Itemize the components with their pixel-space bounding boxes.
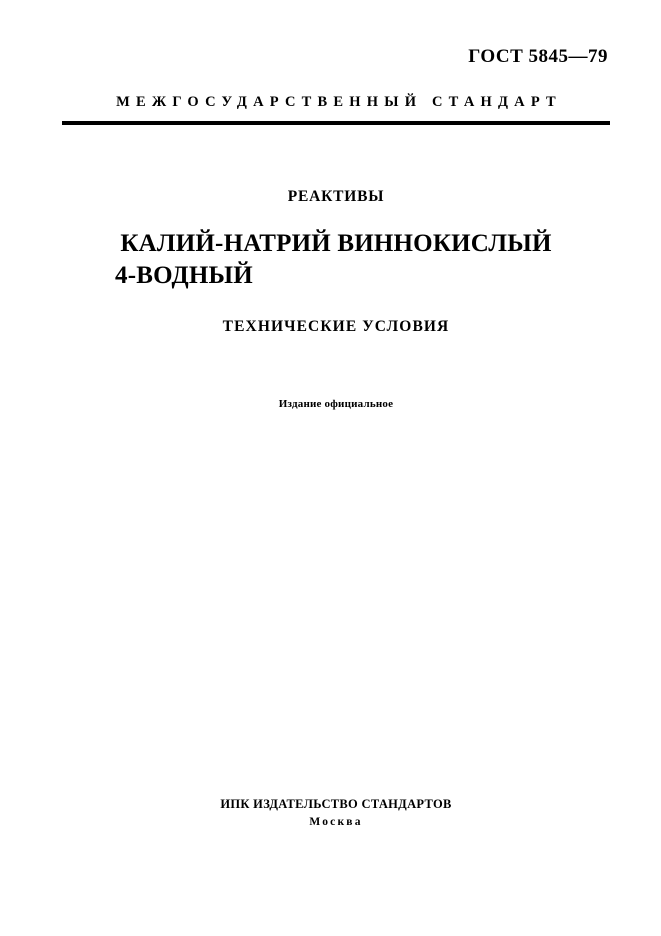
edition-note: Издание официальное	[278, 398, 394, 410]
header-divider-rule	[62, 121, 610, 125]
category-heading: РЕАКТИВЫ	[287, 188, 385, 205]
page-content	[62, 0, 610, 936]
page-title-line-1: КАЛИЙ-НАТРИЙ ВИННОКИСЛЫЙ	[120, 230, 552, 257]
standard-type-heading: МЕЖГОСУДАРСТВЕННЫЙ СТАНДАРТ	[116, 94, 562, 110]
footer	[62, 797, 610, 828]
page-title-line-2: 4-ВОДНЫЙ	[115, 262, 253, 289]
publisher-city: Москва	[309, 816, 363, 828]
subtitle-heading: ТЕХНИЧЕСКИЕ УСЛОВИЯ	[222, 318, 450, 335]
page-title	[62, 228, 610, 292]
publisher-name: ИПК ИЗДАТЕЛЬСТВО СТАНДАРТОВ	[220, 797, 452, 811]
gost-number: ГОСТ 5845—79	[468, 46, 608, 67]
